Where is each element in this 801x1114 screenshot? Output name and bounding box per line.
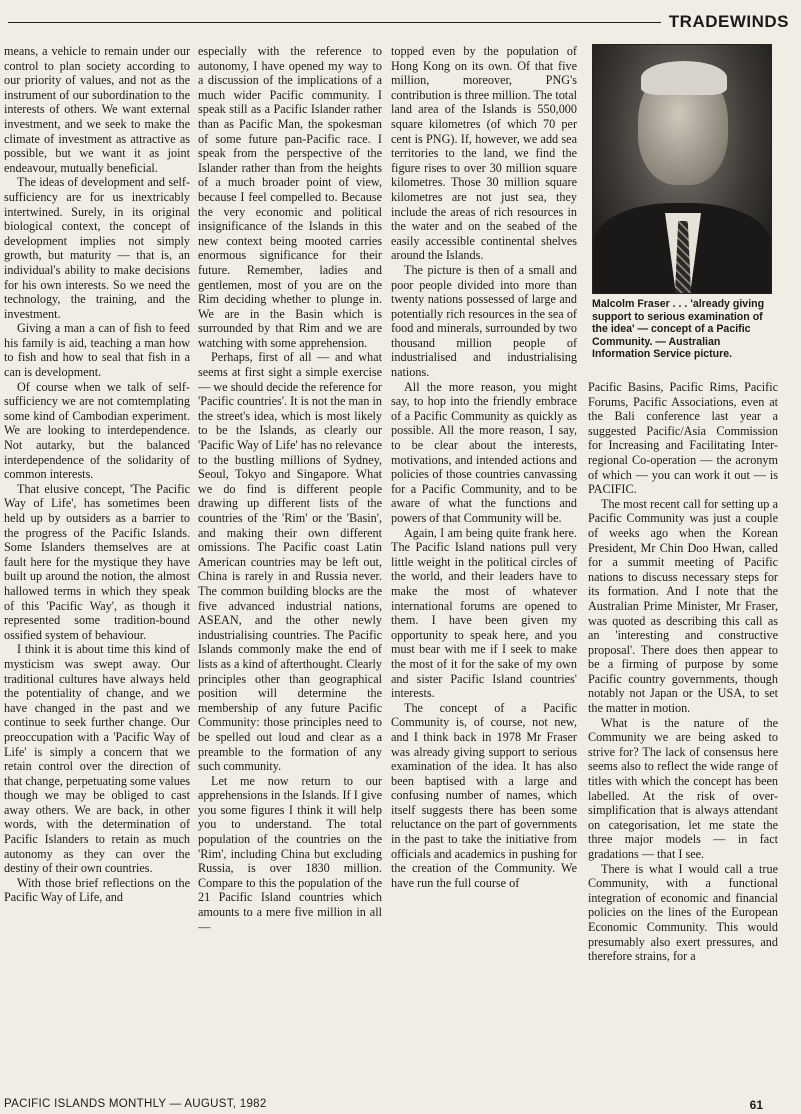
portrait-photo (592, 44, 772, 294)
article-column-4 (588, 380, 778, 1092)
paragraph: What is the nature of the Community we are being asked to strive for? The lack of consensus here seems also to reflect the wide range of titles with which the concept has been labelled. At the risk of over-simplification that is always attendant on categorisation, let me state the three major models — in fact gradations — that I see. (588, 715, 778, 861)
paragraph: All the more reason, you might say, to hop into the friendly embrace of a Pacific Community as quickly as possible. All the more reason, I say, to be clear about the interests, motivations, and intended actions and policies of those countries canvassing for a Pacific Community, and to be aware of what the functions and powers of that Community will be. (391, 379, 577, 525)
paragraph: Giving a man a can of fish to feed his family is aid, teaching a man how to fish and how to seal that fish in a can is development. (4, 321, 190, 380)
article-column-3 (391, 44, 577, 1092)
paragraph: I think it is about time this kind of mysticism was swept away. Our traditional cultures have always held the potentiality of change, and we have changed in the past and we continue to seek further change. Our preoccupation with a 'Pacific Way of Life' is simply a concern that we retain control over the direction of that change, perpetuating some values though we may be obliged to cast away others. We are back, in other words, with the determination of Pacific Islanders to retain as much autonomy as they can over the destiny of their own countries. (4, 642, 190, 876)
paragraph: With those brief reflections on the Pacific Way of Life, and (4, 875, 190, 905)
page-number: 61 (749, 1098, 763, 1112)
publication-footer: PACIFIC ISLANDS MONTHLY — AUGUST, 1982 (4, 1098, 267, 1110)
paragraph: topped even by the population of Hong Kong on its own. Of that five million, moreover, PNG's contribution is three million. The total land area of the Islands is 550,000 square kilometres (of which 70 per cent is PNG). If, however, we add sea territories to the land, we find the figure rises to over 30 million square kilometres. Those 30 million square kilometres are not just sea, they include the areas of rich resources in the water and on the seabed of the easily accessible continental shelves around the Islands. (391, 44, 577, 263)
paragraph: The ideas of development and self-sufficiency are for us inextricably intertwined. Surely, in its original biological context, the concept of development implies not simply growth, but maturity — that is, an individual's ability to make decisions for his own interests. So we need the technology, the training, and the investment. (4, 175, 190, 321)
paragraph: The concept of a Pacific Community is, of course, not new, and I think back in 1978 Mr Fraser was already giving support to serious examination of the idea. It has also been baptised with a large and confusing number of names, which itself suggests there has been some reluctance on the part of governments in the past to take the initiative from officials and academics in pushing for the creation of the Community. We have run the full course of (391, 700, 577, 890)
paragraph: There is what I would call a true Community, with a functional integration of economic and financial policies on the lines of the European Economic Community. This would presumably also exert pressures, and therefore strains, for a (588, 861, 778, 964)
article-column-2 (198, 44, 382, 1092)
paragraph: Of course when we talk of self-sufficiency we are not comtemplating some kind of Cambodian experiment. We are looking to interdependence. Not autarky, but the balanced interdependence of the solidarity of common interests. (4, 379, 190, 482)
paragraph: The picture is then of a small and poor people divided into more than twenty nations possessed of large and potentially rich resources in the sea of food and minerals, surrounded by two thousand million people of industrialised and industrialising nations. (391, 262, 577, 380)
paragraph: That elusive concept, 'The Pacific Way of Life', has sometimes been held up by outsiders as a barrier to the progress of the Pacific Islands. Some Islanders themselves are at fault here for the mystique they have built up around the notion, the almost hallowed terms in which they speak of this 'Pacific Way', as though it represented some tradition-bound ossified system of behaviour. (4, 481, 190, 642)
photo-caption: Malcolm Fraser . . . 'already giving support to serious examination of the idea' — concept of a Pacific Community. — Australian Information Service picture. (592, 298, 765, 361)
paragraph: Pacific Basins, Pacific Rims, Pacific Forums, Pacific Associations, even at the Bali conference last year a suggested Pacific/Asia Commission for Increasing and Facilitating Inter-regional Co-operation — the acronym of which — you can work it out — is PACIFIC. (588, 380, 778, 497)
paragraph: especially with the reference to autonomy, I have opened my way to a discussion of the implications of a much wider Pacific community. I speak still as a Pacific Islander rather than as Pacific Man, the spokesman of some future pan-Pacific race. I speak from the perspective of the Islander rather than from the heights of a much broader point of view, because I feel compelled to. Because the very economic and political insignificance of the Islands in this new context being mooted carries enormous significance for their future. Remember, ladies and gentlemen, most of you are on the Rim deciding whether to plunge in. We are in the Basin which is surrounded by that Rim and we are watching with some apprehension. (198, 44, 382, 350)
paragraph: Again, I am being quite frank here. The Pacific Island nations pull very little weight in the political circles of the world, and their leaders have to make the most of whatever international forums are opened to them. I have been given my opportunity to speak here, and you must bear with me if I seek to make the most of it for the sake of my own and sister Pacific Island countries' interests. (391, 525, 577, 701)
paragraph: Let me now return to our apprehensions in the Islands. If I give you some figures I think it will help you to understand. The total population of the countries on the 'Rim', including China but excluding Russia, is over 1830 million. Compare to this the population of the 21 Pacific Island countries which amounts to a mere five million in all — (198, 773, 382, 934)
section-title: TRADEWINDS (661, 12, 789, 32)
photo-hair-shape (641, 61, 727, 95)
paragraph: Perhaps, first of all — and what seems at first sight a simple exercise — we should decide the reference for 'Pacific countries'. It is not the man in the street's idea, which is most likely to be the Islands, as clearly our 'Pacific Way of Life' has no relevance to the bustling millions of Sydney, Seoul, Tokyo and Singapore. What we do find is different people drawing up different lists of the countries of the 'Rim' or the 'Basin', and making their own different omissions. The Pacific coast Latin American countries may be left out, China is rarely in and Russia never. The common building blocks are the five advanced industrial nations, ASEAN, and the other newly industrialising countries. The Pacific Islands commonly make the end of lists as a kind of afterthought. Clearly principles other than geographical position will determine the membership of any future Pacific Community: those principles need to be spelled out loud and clear as a preamble to the formation of any such community. (198, 350, 382, 774)
paragraph: means, a vehicle to remain under our control to plan society according to our priority of values, and not as the instrument of our subordination to the interests of others. We want external investment, and we seek to make the climate of investment as attractive as possible, but we want it as joint endeavour, mutually beneficial. (4, 44, 190, 175)
paragraph: The most recent call for setting up a Pacific Community was just a couple of weeks ago when the Korean President, Mr Chin Doo Hwan, called for a summit meeting of Pacific nations to discuss necessary steps for its formation. And I note that the Australian Prime Minister, Mr Fraser, was quoted as describing this call as an 'interesting and constructive proposal'. There does then appear to be a firming of purpose by some Pacific country governments, though notably not Japan or the USA, to set the matter in motion. (588, 496, 778, 716)
article-column-1 (4, 44, 190, 1092)
